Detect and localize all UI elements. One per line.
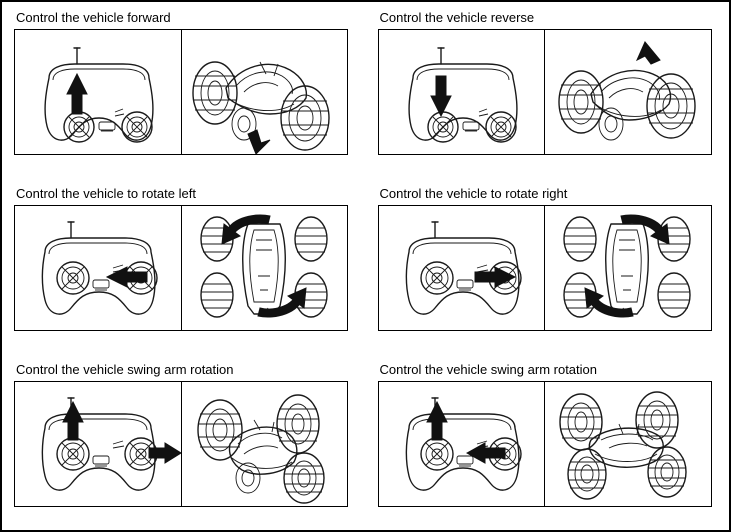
controller-illustration bbox=[15, 30, 181, 154]
wheel-top-right bbox=[295, 217, 327, 261]
controller-illustration bbox=[379, 30, 545, 154]
wheel-top-left bbox=[564, 217, 596, 261]
panel-title: Control the vehicle to rotate right bbox=[379, 186, 568, 201]
panel-body bbox=[14, 29, 348, 155]
wheel-front-top bbox=[636, 392, 678, 448]
controller-illustration bbox=[15, 382, 181, 506]
panel-reverse bbox=[366, 2, 730, 178]
panel-body bbox=[378, 205, 712, 331]
wheel-front bbox=[647, 74, 695, 138]
wheel-front-top bbox=[277, 395, 319, 453]
vehicle-illustration bbox=[182, 30, 348, 154]
controller-illustration bbox=[379, 382, 545, 506]
wheel-rear-top bbox=[560, 394, 602, 450]
vehicle-illustration bbox=[545, 206, 711, 330]
controller-illustration bbox=[15, 206, 181, 330]
left-arrow-icon bbox=[107, 267, 147, 287]
wheel-bottom-right bbox=[658, 273, 690, 317]
wheel-front-bottom bbox=[648, 447, 686, 497]
controller-illustration bbox=[379, 206, 545, 330]
wheel-bottom-left bbox=[201, 273, 233, 317]
right-arrow-icon bbox=[475, 267, 515, 287]
panel-title: Control the vehicle to rotate left bbox=[16, 186, 196, 201]
panel-body bbox=[14, 381, 348, 507]
up-arrow-icon bbox=[427, 402, 447, 440]
wheel-front bbox=[281, 86, 329, 150]
panel-rotate-left bbox=[2, 178, 366, 354]
wheel-rear-top bbox=[198, 400, 242, 460]
panel-forward bbox=[2, 2, 366, 178]
wheel-front-bottom bbox=[284, 453, 324, 503]
down-arrow-icon bbox=[431, 76, 451, 116]
vehicle-illustration bbox=[545, 30, 711, 154]
panel-title: Control the vehicle swing arm rotation bbox=[379, 362, 597, 377]
panel-title: Control the vehicle swing arm rotation bbox=[16, 362, 234, 377]
panel-swing-arm-a bbox=[2, 354, 366, 530]
up-arrow-icon bbox=[63, 402, 83, 440]
down-right-arrow-icon bbox=[248, 130, 270, 154]
wheel-rear bbox=[559, 71, 603, 133]
panel-title: Control the vehicle forward bbox=[16, 10, 171, 25]
panel-body bbox=[378, 381, 712, 507]
panel-title: Control the vehicle reverse bbox=[379, 10, 535, 25]
vehicle-illustration bbox=[182, 206, 348, 330]
panel-body bbox=[14, 205, 348, 331]
vehicle-illustration bbox=[545, 382, 711, 506]
panel-swing-arm-b bbox=[366, 354, 730, 530]
panel-rotate-right bbox=[366, 178, 730, 354]
wheel-rear bbox=[193, 62, 237, 124]
up-right-arrow-icon bbox=[637, 42, 660, 64]
panel-grid bbox=[2, 2, 729, 530]
vehicle-illustration bbox=[182, 382, 348, 506]
panel-body bbox=[378, 29, 712, 155]
up-arrow-icon bbox=[67, 74, 87, 114]
